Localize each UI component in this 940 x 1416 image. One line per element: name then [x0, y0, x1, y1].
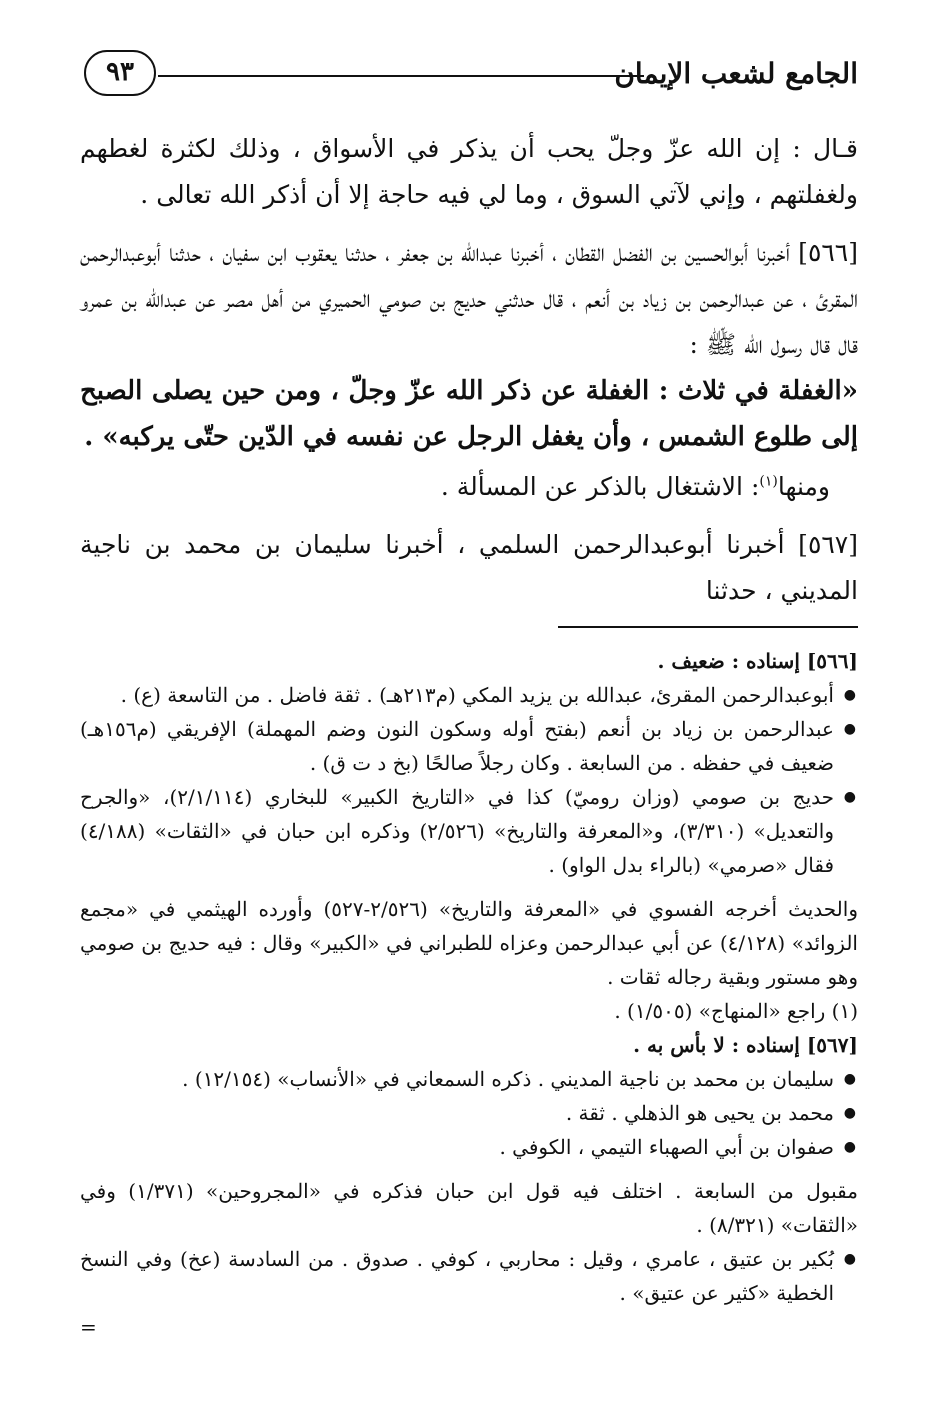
footnote-1: (١) راجع «المنهاج» (١/٥٠٥) . [614, 999, 858, 1023]
header-rule [158, 75, 644, 77]
note-567-text: مقبول من السابعة . اختلف فيه قول ابن حبان فذكره في «المجروحين» (١/٣٧١) وفي «الثقات» (٨/٣٢١) . [80, 1179, 858, 1237]
hadith-text: «الغفلة في ثلاث : الغفلة عن ذكر الله عزّ وجلّ ، ومن حين يصلى الصبح إلى طلوع الشمس ، وأن يغفل الرجل عن نفسه في الدّين حتّى يركبه» . [80, 376, 858, 452]
note-567-list-2 [80, 1242, 858, 1310]
list-item: ● عبدالرحمن بن زياد بن أنعم (بفتح أوله وسكون النون وضم المهملة) الإفريقي (م١٥٦هـ) ضعيف في حفظه . من السابعة . وكان رجلاً صالحًا (بخ د ت ق) . [80, 712, 858, 780]
list-item: ● سليمان بن محمد بن ناجية المديني . ذكره السمعاني في «الأنساب» (١٢/١٥٤) . [80, 1062, 858, 1096]
footnote-ref-1: (١) [759, 473, 778, 490]
note-566-title: [٥٦٦] إسناده : ضعيف . [657, 649, 858, 673]
continuation-mark: = [80, 1315, 97, 1339]
note-566-text: والحديث أخرجه الفسوي في «المعرفة والتاريخ» (٢/٥٢٦-٥٢٧) وأورده الهيثمي في «مجمع الزوائد» (٤/١٢٨) عن أبي عبدالرحمن وعزاه للطبراني في «الكبير» وقال : فيه حديج بن صومي وهو مستور وبقية رجاله ثقات . [80, 897, 858, 989]
page-number: ٩٣ [84, 50, 156, 96]
running-title: الجامع لشعب الإيمان [614, 57, 858, 90]
minha-rest: : الاشتغال بالذكر عن المسألة . [440, 472, 760, 501]
footnotes [80, 644, 858, 1344]
paragraph-567: [٥٦٧] أخبرنا أبوعبدالرحمن السلمي ، أخبرنا سليمان بن محمد بن ناجية المديني ، حدثنا [80, 530, 858, 605]
paragraph-1: قـال : إن الله عزّ وجلّ يحب أن يذكر في الأسواق ، وذلك لكثرة لغطهم ولغفلتهم ، وإني لآتي السوق ، وما لي فيه حاجة إلا أن أذكر الله تعالى . [80, 134, 858, 209]
page-header [80, 42, 858, 102]
note-566-list [80, 678, 858, 882]
list-item: ● صفوان بن أبي الصهباء التيمي ، الكوفي . [80, 1130, 858, 1164]
list-item: ● محمد بن يحيى هو الذهلي . ثقة . [80, 1096, 858, 1130]
footnote-separator [558, 626, 858, 628]
paragraph-minha [80, 464, 858, 510]
note-567-title: [٥٦٧] إسناده : لا بأس به . [633, 1033, 858, 1057]
note-567-list [80, 1062, 858, 1164]
paragraph-566: [٥٦٦] أخبرنا أبوالحسين بن الفضل القطان ، أخبرنا عبدالله بن جعفر ، حدثنا يعقوب ابن سفيان ، حدثنا أبوعبدالرحمن المقرئ ، عن عبدالرحمن بن زياد بن أنعم ، قال حدثني حديج بن صومي الحميري من أهل مصر عن عبدالله بن عمرو قال قال رسول الله ﷺ : [80, 238, 858, 359]
list-item: ● أبوعبدالرحمن المقرئ، عبدالله بن يزيد المكي (م٢١٣هـ) . ثقة فاضل . من التاسعة (ع) . [80, 678, 858, 712]
book-page [0, 42, 940, 1416]
minha-word: ومنها [777, 472, 830, 501]
list-item: ● بُكير بن عتيق ، عامري ، وقيل : محاربي ، كوفي . صدوق . من السادسة (عخ) وفي النسخ الخطية «كثير عن عتيق» . [80, 1242, 858, 1310]
main-text [80, 126, 858, 614]
list-item: ● حديج بن صومي (وزان روميّ) كذا في «التاريخ الكبير» للبخاري (٢/١/١١٤)، «والجرح والتعديل» (٣/٣١٠)، و«المعرفة والتاريخ» (٢/٥٢٦) وذكره ابن حبان في «الثقات» (٤/١٨٨) فقال «صرمي» (بالراء بدل الواو) . [80, 780, 858, 882]
